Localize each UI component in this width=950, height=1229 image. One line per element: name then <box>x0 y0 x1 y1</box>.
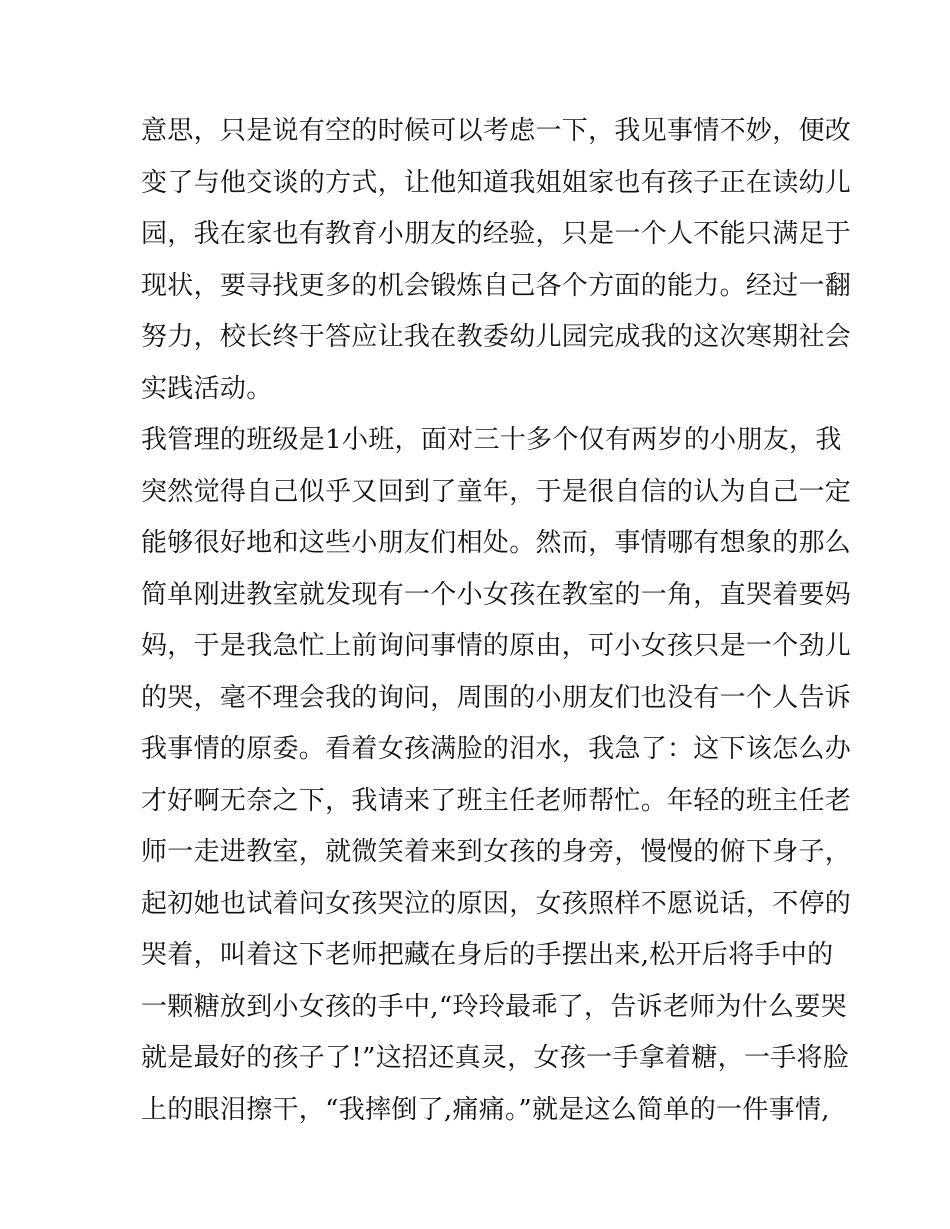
text-line: 实践活动。 <box>141 373 273 404</box>
text-line: 我管理的班级是1小班，面对三十多个仅有两岁的小朋友，我 <box>141 425 842 455</box>
text-line: 努力，校长终于答应让我在教委幼儿园完成我的这次寒期社会 <box>141 322 852 352</box>
text-line: 我事情的原委。看着女孩满脸的泪水，我急了：这下该怎么办 <box>141 734 852 764</box>
text-line: 变了与他交谈的方式，让他知道我姐姐家也有孩子正在读幼儿 <box>141 167 852 198</box>
text-line: 园，我在家也有教育小朋友的经验，只是一个人不能只满足于 <box>141 219 852 249</box>
text-line: 上的眼泪擦干，“我摔倒了,痛痛。”就是这么简单的一件事情, <box>141 1094 830 1125</box>
text-line: 意思，只是说有空的时候可以考虑一下，我见事情不妙，便改 <box>141 116 852 146</box>
text-line: 的哭，毫不理会我的询问，周围的小朋友们也没有一个人告诉 <box>141 682 852 713</box>
text-line: 能够很好地和这些小朋友们相处。然而，事情哪有想象的那么 <box>141 528 852 558</box>
text-line: 哭着，叫着这下老师把藏在身后的手摆出来,松开后将手中的 <box>141 940 834 970</box>
text-line: 师一走进教室，就微笑着来到女孩的身旁，慢慢的俯下身子， <box>141 837 852 867</box>
text-line: 突然觉得自己似乎又回到了童年，于是很自信的认为自己一定 <box>141 476 852 507</box>
body-text <box>141 106 852 1136</box>
text-line: 现状，要寻找更多的机会锻炼自己各个方面的能力。经过一翻 <box>141 270 852 301</box>
text-line: 才好啊无奈之下，我请来了班主任老师帮忙。年轻的班主任老 <box>141 785 852 816</box>
text-line: 起初她也试着问女孩哭泣的原因，女孩照样不愿说话，不停的 <box>141 888 852 919</box>
text-line: 妈，于是我急忙上前询问事情的原由，可小女孩只是一个劲儿 <box>141 631 852 661</box>
text-line: 一颗糖放到小女孩的手中,“玲玲最乖了，告诉老师为什么要哭 <box>141 991 847 1022</box>
text-line: 就是最好的孩子了!”这招还真灵，女孩一手拿着糖，一手将脸 <box>141 1043 850 1073</box>
text-line: 简单刚进教室就发现有一个小女孩在教室的一角，直哭着要妈 <box>141 579 852 610</box>
